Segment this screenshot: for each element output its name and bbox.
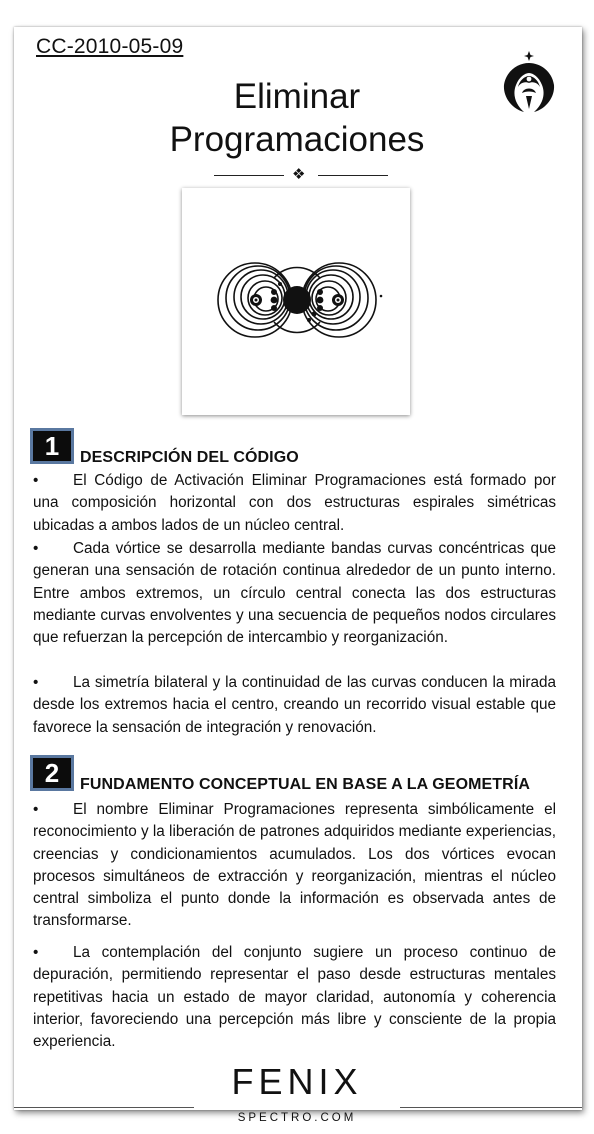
symbol-image-frame <box>182 188 410 415</box>
section-title-2: FUNDAMENTO CONCEPTUAL EN BASE A LA GEOMETRÍA <box>80 776 531 793</box>
paragraph-text: La simetría bilateral y la continuidad de las curvas conducen la mirada desde los extremos hacia el centro, creando un recorrido visual estable que favorece la sensación de integración y renovación. <box>33 674 556 736</box>
paragraph-text: El Código de Activación Eliminar Programaciones está formado por una composición horizontal con dos estructuras espirales simétricas ubicadas a ambos lados de un núcleo central. <box>33 472 556 534</box>
paragraph-text: Cada vórtice se desarrolla mediante bandas curvas concéntricas que generan una sensación de rotación continua alrededor de un punto interno. Entre ambos extremos, un círculo central conecta las dos estructuras mediante curvas envolventes y una secuencia de pequeños nodos circulares que refuerzan la percepción de intercambio y reorganización. <box>33 540 556 647</box>
section-title-1: DESCRIPCIÓN DEL CÓDIGO <box>80 449 299 466</box>
footer-divider-right <box>400 1107 582 1108</box>
code-label: CC-2010-05-09 <box>36 35 184 58</box>
section1-paragraph-3 <box>33 672 556 739</box>
bullet: • <box>33 944 39 961</box>
paragraph-text: La contemplación del conjunto sugiere un proceso continuo de depuración, permitiendo representar el paso desde estructuras mentales repetitivas hacia un estado de mayor claridad, autonomía y coherencia interior, favoreciendo una percepción más libre y consciente de la propia experiencia. <box>33 944 556 1051</box>
bullet: • <box>33 540 39 557</box>
title-divider <box>214 168 388 184</box>
bullet: • <box>33 801 39 818</box>
brand-subtitle: SPECTRO.COM <box>237 1112 357 1124</box>
ornament-icon: ❖ <box>292 166 306 183</box>
divider-line-left <box>214 175 284 176</box>
divider-line-right <box>318 175 388 176</box>
section2-paragraph-1 <box>33 799 556 933</box>
bullet: • <box>33 472 39 489</box>
section-number-1: 1 <box>30 428 74 464</box>
section-number-2: 2 <box>30 755 74 791</box>
bullet: • <box>33 674 39 691</box>
paragraph-text: El nombre Eliminar Programaciones representa simbólicamente el reconocimiento y la liberación de patrones adquiridos mediante experiencias, creencias y condicionamientos acumulados. Los dos vórtices evocan procesos simultáneos de extracción y reorganización, mientras el núcleo central simboliza el punto donde la información es observada antes de transformarse. <box>33 801 556 930</box>
section1-paragraph-2 <box>33 538 556 649</box>
title-line-2: Programaciones <box>169 120 425 159</box>
double-vortex-symbol <box>182 188 410 415</box>
brand-logo: FENIX <box>231 1061 363 1102</box>
footer-divider-left <box>14 1107 194 1108</box>
page-title <box>0 75 594 161</box>
section2-paragraph-2 <box>33 942 556 1053</box>
title-line-1: Eliminar <box>233 77 361 116</box>
section1-paragraph-1 <box>33 470 556 537</box>
